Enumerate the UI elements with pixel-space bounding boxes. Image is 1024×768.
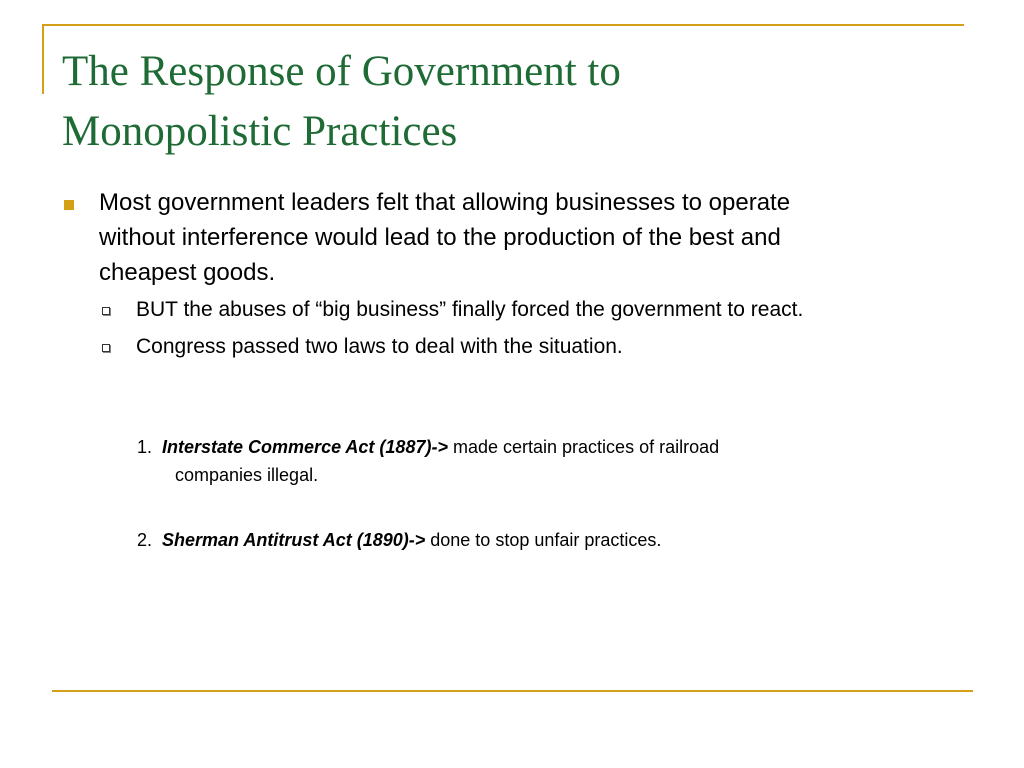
sub-bullet-text: Congress passed two laws to deal with the situation. [136,335,623,358]
law-number: 1. [137,437,153,457]
title-line-2: Monopolistic Practices [62,108,458,155]
square-bullet-icon [64,200,74,210]
bottom-divider [52,690,973,692]
main-bullet-line-1: Most government leaders felt that allowing businesses to operate [99,189,791,216]
law-item [137,433,937,489]
main-bullet-text [99,185,949,290]
law-description: done to stop unfair practices. [430,530,662,550]
law-act-name: Interstate Commerce Act (1887)-> [162,437,448,457]
law-description-continued: companies illegal. [175,465,319,485]
law-description: made certain practices of railroad [452,437,720,457]
left-accent-divider [42,24,44,94]
law-number: 2. [137,530,153,550]
law-item [137,526,937,554]
main-bullet-line-2: without interference would lead to the production of the best and [99,224,781,251]
law-act-name: Sherman Antitrust Act (1890)-> [162,530,426,550]
hollow-square-bullet-icon [102,307,110,315]
slide-title [62,42,962,162]
top-divider [42,24,964,26]
sub-bullet-text: BUT the abuses of “big business” finally forced the government to react. [136,298,804,321]
hollow-square-bullet-icon [102,344,110,352]
title-line-1: The Response of Government to [62,48,621,95]
main-bullet-line-3: cheapest goods. [99,259,276,286]
